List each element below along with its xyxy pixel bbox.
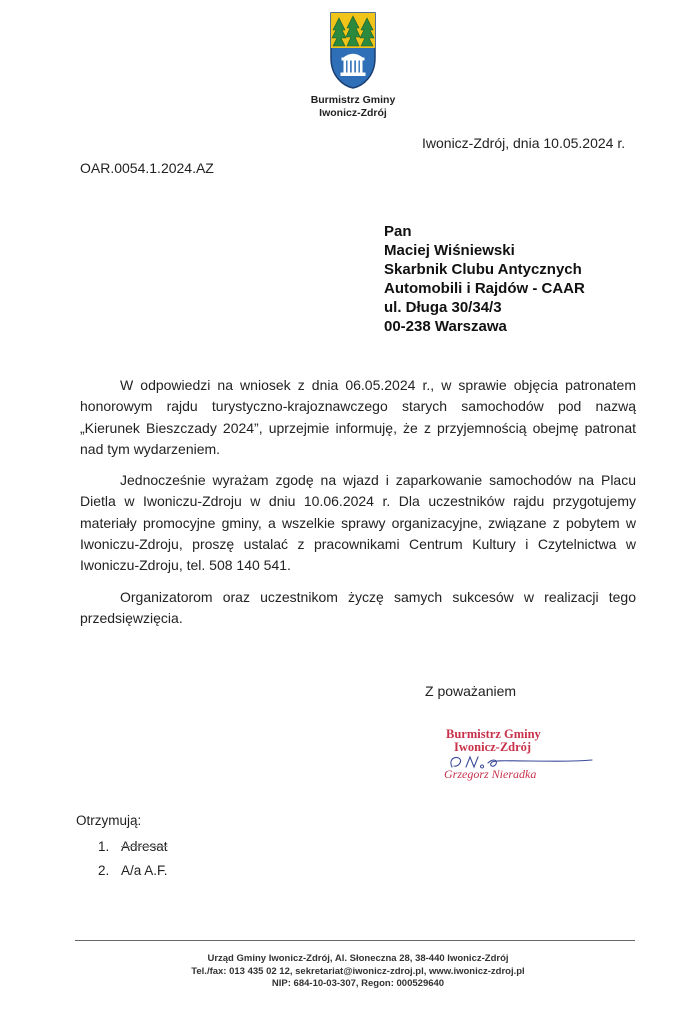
issuer-line-2: Iwonicz-Zdrój <box>319 107 387 119</box>
signature-block <box>432 725 602 785</box>
list-item-text: A/a A.F. <box>121 863 168 878</box>
issuer-name <box>286 94 420 120</box>
recipient-line: ul. Długa 30/34/3 <box>384 299 502 316</box>
list-item <box>98 859 168 883</box>
receivers-list <box>98 835 168 883</box>
recipient-line: Pan <box>384 223 412 240</box>
recipient-line: Skarbnik Clubu Antycznych <box>384 261 582 278</box>
letter-body <box>80 375 636 639</box>
receivers-heading: Otrzymują: <box>76 813 142 828</box>
body-paragraph: Organizatorom oraz uczestnikom życzę samych sukcesów w realizacji tego przedsięwzięcia. <box>80 588 636 626</box>
signature-stamp-line-2: Iwonicz-Zdrój <box>454 740 532 754</box>
closing-phrase: Z poważaniem <box>425 683 517 699</box>
body-paragraph: W odpowiedzi na wniosek z dnia 06.05.2024 r., w sprawie objęcia patronatem honorowym rajdu turystyczno-krajoznawczego starych samochodów pod nazwą „Kierunek Bieszczady 2024”, uprzejmie informuję, że z przyjemnością obejmę patronat nad tym wydarzeniem. <box>80 377 636 457</box>
body-paragraph: Jednocześnie wyrażam zgodę na wjazd i zaparkowanie samochodów na Placu Dietla w Iwoniczu-Zdroju w dniu 10.06.2024 r. Dla uczestników rajdu przygotujemy materiały promocyjne gminy, a wszelkie sprawy organizacyjne, związane z pobytem w Iwoniczu-Zdroju, proszę ustalać z pracownikami Centrum Kultury i Czytelnictwa w Iwoniczu-Zdroju, tel. 508 140 541. <box>80 472 636 574</box>
footer-contact: Tel./fax: 013 435 02 12, sekretariat@iwonicz-zdroj.pl, www.iwonicz-zdroj.pl <box>191 965 525 977</box>
letter-date: Iwonicz-Zdrój, dnia 10.05.2024 r. <box>422 135 626 151</box>
signature-stamp-line-1: Burmistrz Gminy <box>446 727 541 741</box>
recipient-address <box>384 222 674 336</box>
list-item-text: Adresat <box>121 839 168 854</box>
reference-number: OAR.0054.1.2024.AZ <box>80 160 214 176</box>
list-item <box>98 835 168 859</box>
list-item-number: 1. <box>98 839 110 854</box>
footer-ids: NIP: 684-10-03-307, Regon: 000529640 <box>271 978 445 989</box>
footer-divider <box>75 940 635 941</box>
issuer-line-1: Burmistrz Gminy <box>310 94 396 106</box>
coat-of-arms-icon <box>328 10 378 90</box>
recipient-line: Automobili i Rajdów - CAAR <box>384 280 585 297</box>
recipient-line: Maciej Wiśniewski <box>384 242 515 259</box>
footer-address: Urząd Gminy Iwonicz-Zdrój, Al. Słoneczna 28, 38-440 Iwonicz-Zdrój <box>207 953 509 964</box>
footer <box>80 953 636 991</box>
list-item-number: 2. <box>98 863 110 878</box>
recipient-line: 00-238 Warszawa <box>384 318 507 335</box>
signatory-name: Grzegorz Nieradka <box>444 767 537 781</box>
